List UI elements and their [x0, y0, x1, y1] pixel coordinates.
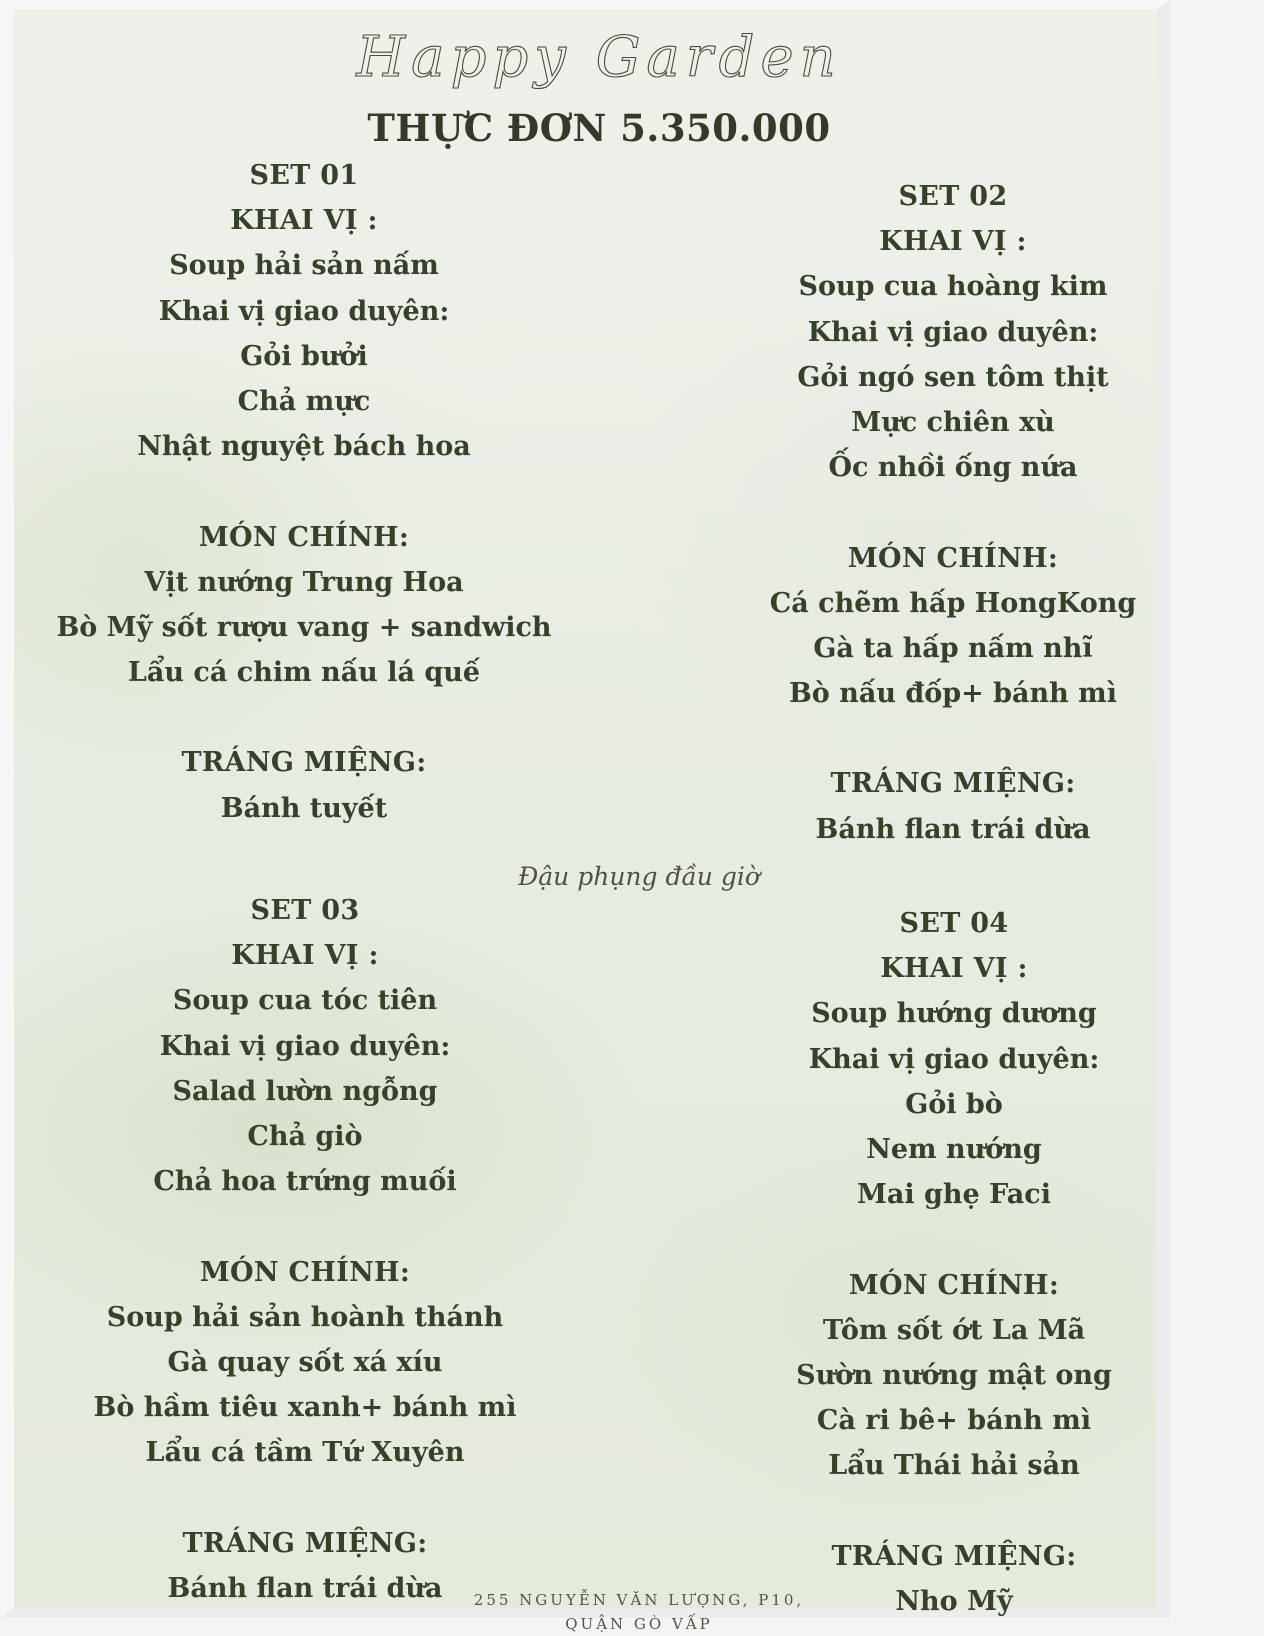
- dish-item: Bò nấu đốp+ bánh mì: [788, 678, 1118, 710]
- dish-item: Cà ri bê+ bánh mì: [816, 1405, 1092, 1437]
- menu-title: THỰC ĐƠN 5.350.000: [367, 106, 831, 150]
- dish-item: Chả hoa trứng muối: [153, 1166, 457, 1198]
- dish-item: Soup hải sản hoành thánh: [106, 1301, 504, 1333]
- happy-garden-logo: [356, 14, 842, 104]
- set-label: SET 01: [249, 160, 359, 191]
- set-label: SET 02: [898, 181, 1008, 212]
- dish-item: Gỏi bưởi: [240, 340, 368, 372]
- dish-item: Soup cua tóc tiên: [172, 985, 438, 1017]
- restaurant-address: [434, 1588, 844, 1636]
- dish-item: Ốc nhồi ống nứa: [828, 452, 1078, 484]
- dish-item: Chả giò: [247, 1120, 363, 1152]
- dessert-heading: TRÁNG MIỆNG:: [830, 768, 1076, 800]
- dish-item: Soup cua hoàng kim: [798, 271, 1108, 303]
- dish-item: Gà ta hấp nấm nhĩ: [813, 632, 1093, 664]
- dish-item: Nem nướng: [866, 1133, 1042, 1165]
- menu-set-02: [693, 174, 1213, 852]
- menu-set-03: [45, 888, 565, 1611]
- dish-item: Mai ghẹ Faci: [856, 1179, 1051, 1211]
- main-heading: MÓN CHÍNH:: [848, 1269, 1060, 1301]
- dish-item: Vịt nướng Trung Hoa: [144, 566, 464, 598]
- dessert-heading: TRÁNG MIỆNG:: [181, 747, 427, 779]
- dish-item: Soup hướng dương: [811, 998, 1097, 1030]
- dish-item: Cá chẽm hấp HongKong: [769, 587, 1137, 619]
- dish-item: Khai vị giao duyên:: [808, 1043, 1100, 1075]
- starter-heading: KHAI VỊ :: [880, 953, 1028, 985]
- main-heading: MÓN CHÍNH:: [847, 542, 1059, 574]
- dish-item: Tôm sốt ớt La Mã: [822, 1314, 1086, 1346]
- logo-wordmark: Happy Garden: [356, 25, 842, 90]
- dish-item: Lẩu cá chim nấu lá quế: [127, 657, 481, 689]
- dish-item: Bò hầm tiêu xanh+ bánh mì: [93, 1392, 517, 1424]
- set-label: SET 04: [899, 908, 1009, 939]
- set-label: SET 03: [250, 895, 360, 926]
- dish-item: Lẩu cá tầm Tứ Xuyên: [145, 1437, 465, 1469]
- dish-item: Gà quay sốt xá xíu: [167, 1346, 443, 1378]
- starter-heading: KHAI VỊ :: [230, 205, 378, 237]
- dish-item: Khai vị giao duyên:: [158, 295, 450, 327]
- menu-set-01: [44, 153, 564, 831]
- address-line-1: 255 NGUYỄN VĂN LƯỢNG, P10,: [473, 1591, 805, 1609]
- main-heading: MÓN CHÍNH:: [199, 1256, 411, 1288]
- dish-item: Bánh tuyết: [220, 792, 388, 824]
- dish-item: Khai vị giao duyên:: [807, 316, 1099, 348]
- dish-item: Salad lườn ngỗng: [172, 1075, 438, 1107]
- dish-item: Lẩu Thái hải sản: [828, 1450, 1080, 1482]
- dish-item: Gỏi ngó sen tôm thịt: [797, 361, 1109, 393]
- dish-item: Soup hải sản nấm: [169, 250, 439, 282]
- address-line-2: QUẬN GÒ VẤP: [565, 1615, 713, 1633]
- dish-item: Khai vị giao duyên:: [159, 1030, 451, 1062]
- dessert-heading: TRÁNG MIỆNG:: [831, 1540, 1077, 1572]
- starter-heading: KHAI VỊ :: [231, 940, 379, 972]
- dish-item: Bánh flan trái dừa: [167, 1572, 443, 1604]
- center-note: Đậu phụng đầu giờ: [518, 862, 760, 891]
- dessert-heading: TRÁNG MIỆNG:: [182, 1527, 428, 1559]
- dish-item: Gỏi bò: [905, 1088, 1003, 1120]
- dish-item: Sườn nướng mật ong: [796, 1359, 1112, 1391]
- dish-item: Chả mực: [237, 385, 371, 417]
- starter-heading: KHAI VỊ :: [879, 226, 1027, 258]
- dish-item: Bò Mỹ sốt rượu vang + sandwich: [56, 611, 552, 643]
- dish-item: Bánh flan trái dừa: [815, 813, 1091, 845]
- dish-item: Mực chiên xù: [851, 406, 1055, 438]
- main-heading: MÓN CHÍNH:: [198, 521, 410, 553]
- menu-set-04: [694, 901, 1214, 1624]
- dish-item: Nho Mỹ: [895, 1585, 1013, 1617]
- dish-item: Nhật nguyệt bách hoa: [137, 431, 471, 463]
